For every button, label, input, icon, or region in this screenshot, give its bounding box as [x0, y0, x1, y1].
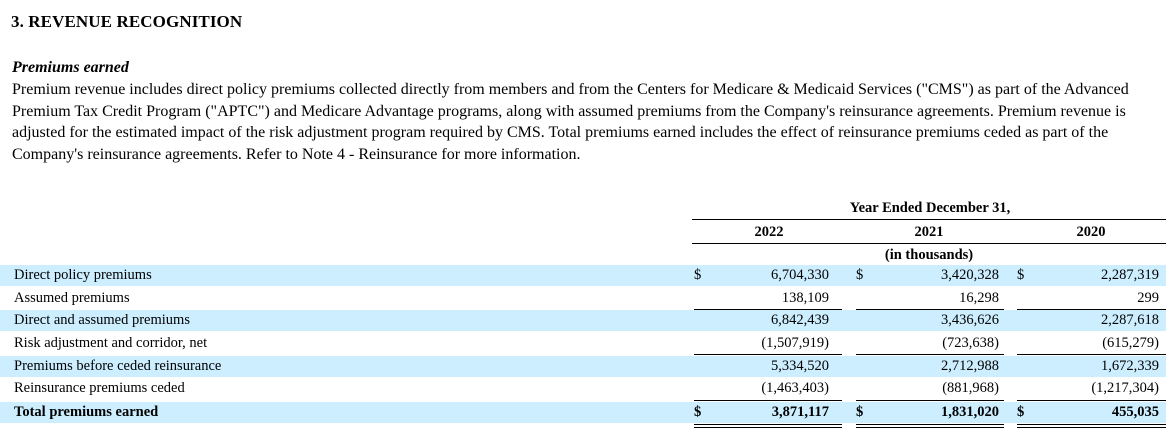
total-double-rule	[1017, 424, 1166, 428]
value-2021: 3,420,328	[941, 267, 999, 283]
period-header: Year Ended December 31,	[849, 200, 1011, 216]
units-header: (in thousands)	[884, 247, 974, 263]
row-label: Assumed premiums	[14, 290, 130, 306]
currency-symbol: $	[694, 267, 702, 283]
subtotal-rule	[856, 354, 1004, 355]
currency-symbol: $	[1017, 404, 1025, 420]
row-label: Direct policy premiums	[14, 267, 152, 283]
row-label: Total premiums earned	[14, 404, 159, 420]
value-2021: 1,831,020	[941, 404, 999, 420]
year-header-rule	[692, 243, 1166, 244]
currency-symbol: $	[1017, 267, 1025, 283]
value-2020: (1,217,304)	[1091, 380, 1159, 396]
value-2021: 2,712,988	[941, 358, 999, 374]
year-header-2022: 2022	[754, 224, 784, 240]
table-row	[0, 265, 1166, 286]
total-double-rule	[694, 424, 842, 428]
subtotal-rule	[1017, 400, 1166, 401]
total-row	[0, 402, 1166, 423]
value-2020: 299	[1137, 290, 1159, 306]
subtotal-rule	[856, 400, 1004, 401]
total-double-rule	[856, 424, 1004, 428]
subtotal-rule	[694, 400, 842, 401]
currency-symbol: $	[856, 404, 864, 420]
year-header-2020: 2020	[1076, 224, 1106, 240]
value-2021: (723,638)	[942, 335, 999, 351]
value-2020: 455,035	[1111, 404, 1159, 420]
value-2022: 6,842,439	[771, 312, 829, 328]
value-2020: (615,279)	[1102, 335, 1159, 351]
header-rule	[692, 219, 1166, 220]
value-2022: (1,507,919)	[761, 335, 829, 351]
table-row	[0, 378, 1166, 399]
value-2022: 138,109	[781, 290, 829, 306]
value-2021: (881,968)	[942, 380, 999, 396]
subtotal-rule	[1017, 354, 1166, 355]
value-2020: 1,672,339	[1101, 358, 1159, 374]
table-row	[0, 310, 1166, 331]
row-label: Direct and assumed premiums	[14, 312, 190, 328]
section-subheading: Premiums earned	[12, 59, 129, 76]
value-2020: 2,287,618	[1101, 312, 1159, 328]
section-heading: 3. REVENUE RECOGNITION	[11, 12, 243, 31]
body-paragraph: Premium revenue includes direct policy premiums collected directly from members and from the Centers for Medicare & Medicaid Services ("CMS") as part of the Advanced Premium Tax Credit Program ("APTC") and Medicare Advantage programs, along with assumed premiums from the Company's reinsurance agreements. Premium revenue is adjusted for the estimated impact of the risk adjustment program required by CMS. Total premiums earned includes the effect of reinsurance premiums ceded as part of the Company's reinsurance agreements. Refer to Note 4 - Reinsurance for more information.	[12, 81, 1129, 163]
row-label: Risk adjustment and corridor, net	[14, 335, 208, 351]
table-row	[0, 333, 1166, 354]
currency-symbol: $	[856, 267, 864, 283]
value-2020: 2,287,319	[1101, 267, 1159, 283]
value-2021: 16,298	[959, 290, 999, 306]
value-2022: 3,871,117	[771, 404, 829, 420]
year-header-2021: 2021	[914, 224, 944, 240]
subtotal-rule	[694, 354, 842, 355]
value-2022: 5,334,520	[771, 358, 829, 374]
value-2022: (1,463,403)	[761, 380, 829, 396]
row-label: Premiums before ceded reinsurance	[14, 358, 222, 374]
value-2021: 3,436,626	[941, 312, 999, 328]
table-row	[0, 288, 1166, 309]
value-2022: 6,704,330	[771, 267, 829, 283]
currency-symbol: $	[694, 404, 702, 420]
table-row	[0, 356, 1166, 377]
row-label: Reinsurance premiums ceded	[14, 380, 185, 396]
